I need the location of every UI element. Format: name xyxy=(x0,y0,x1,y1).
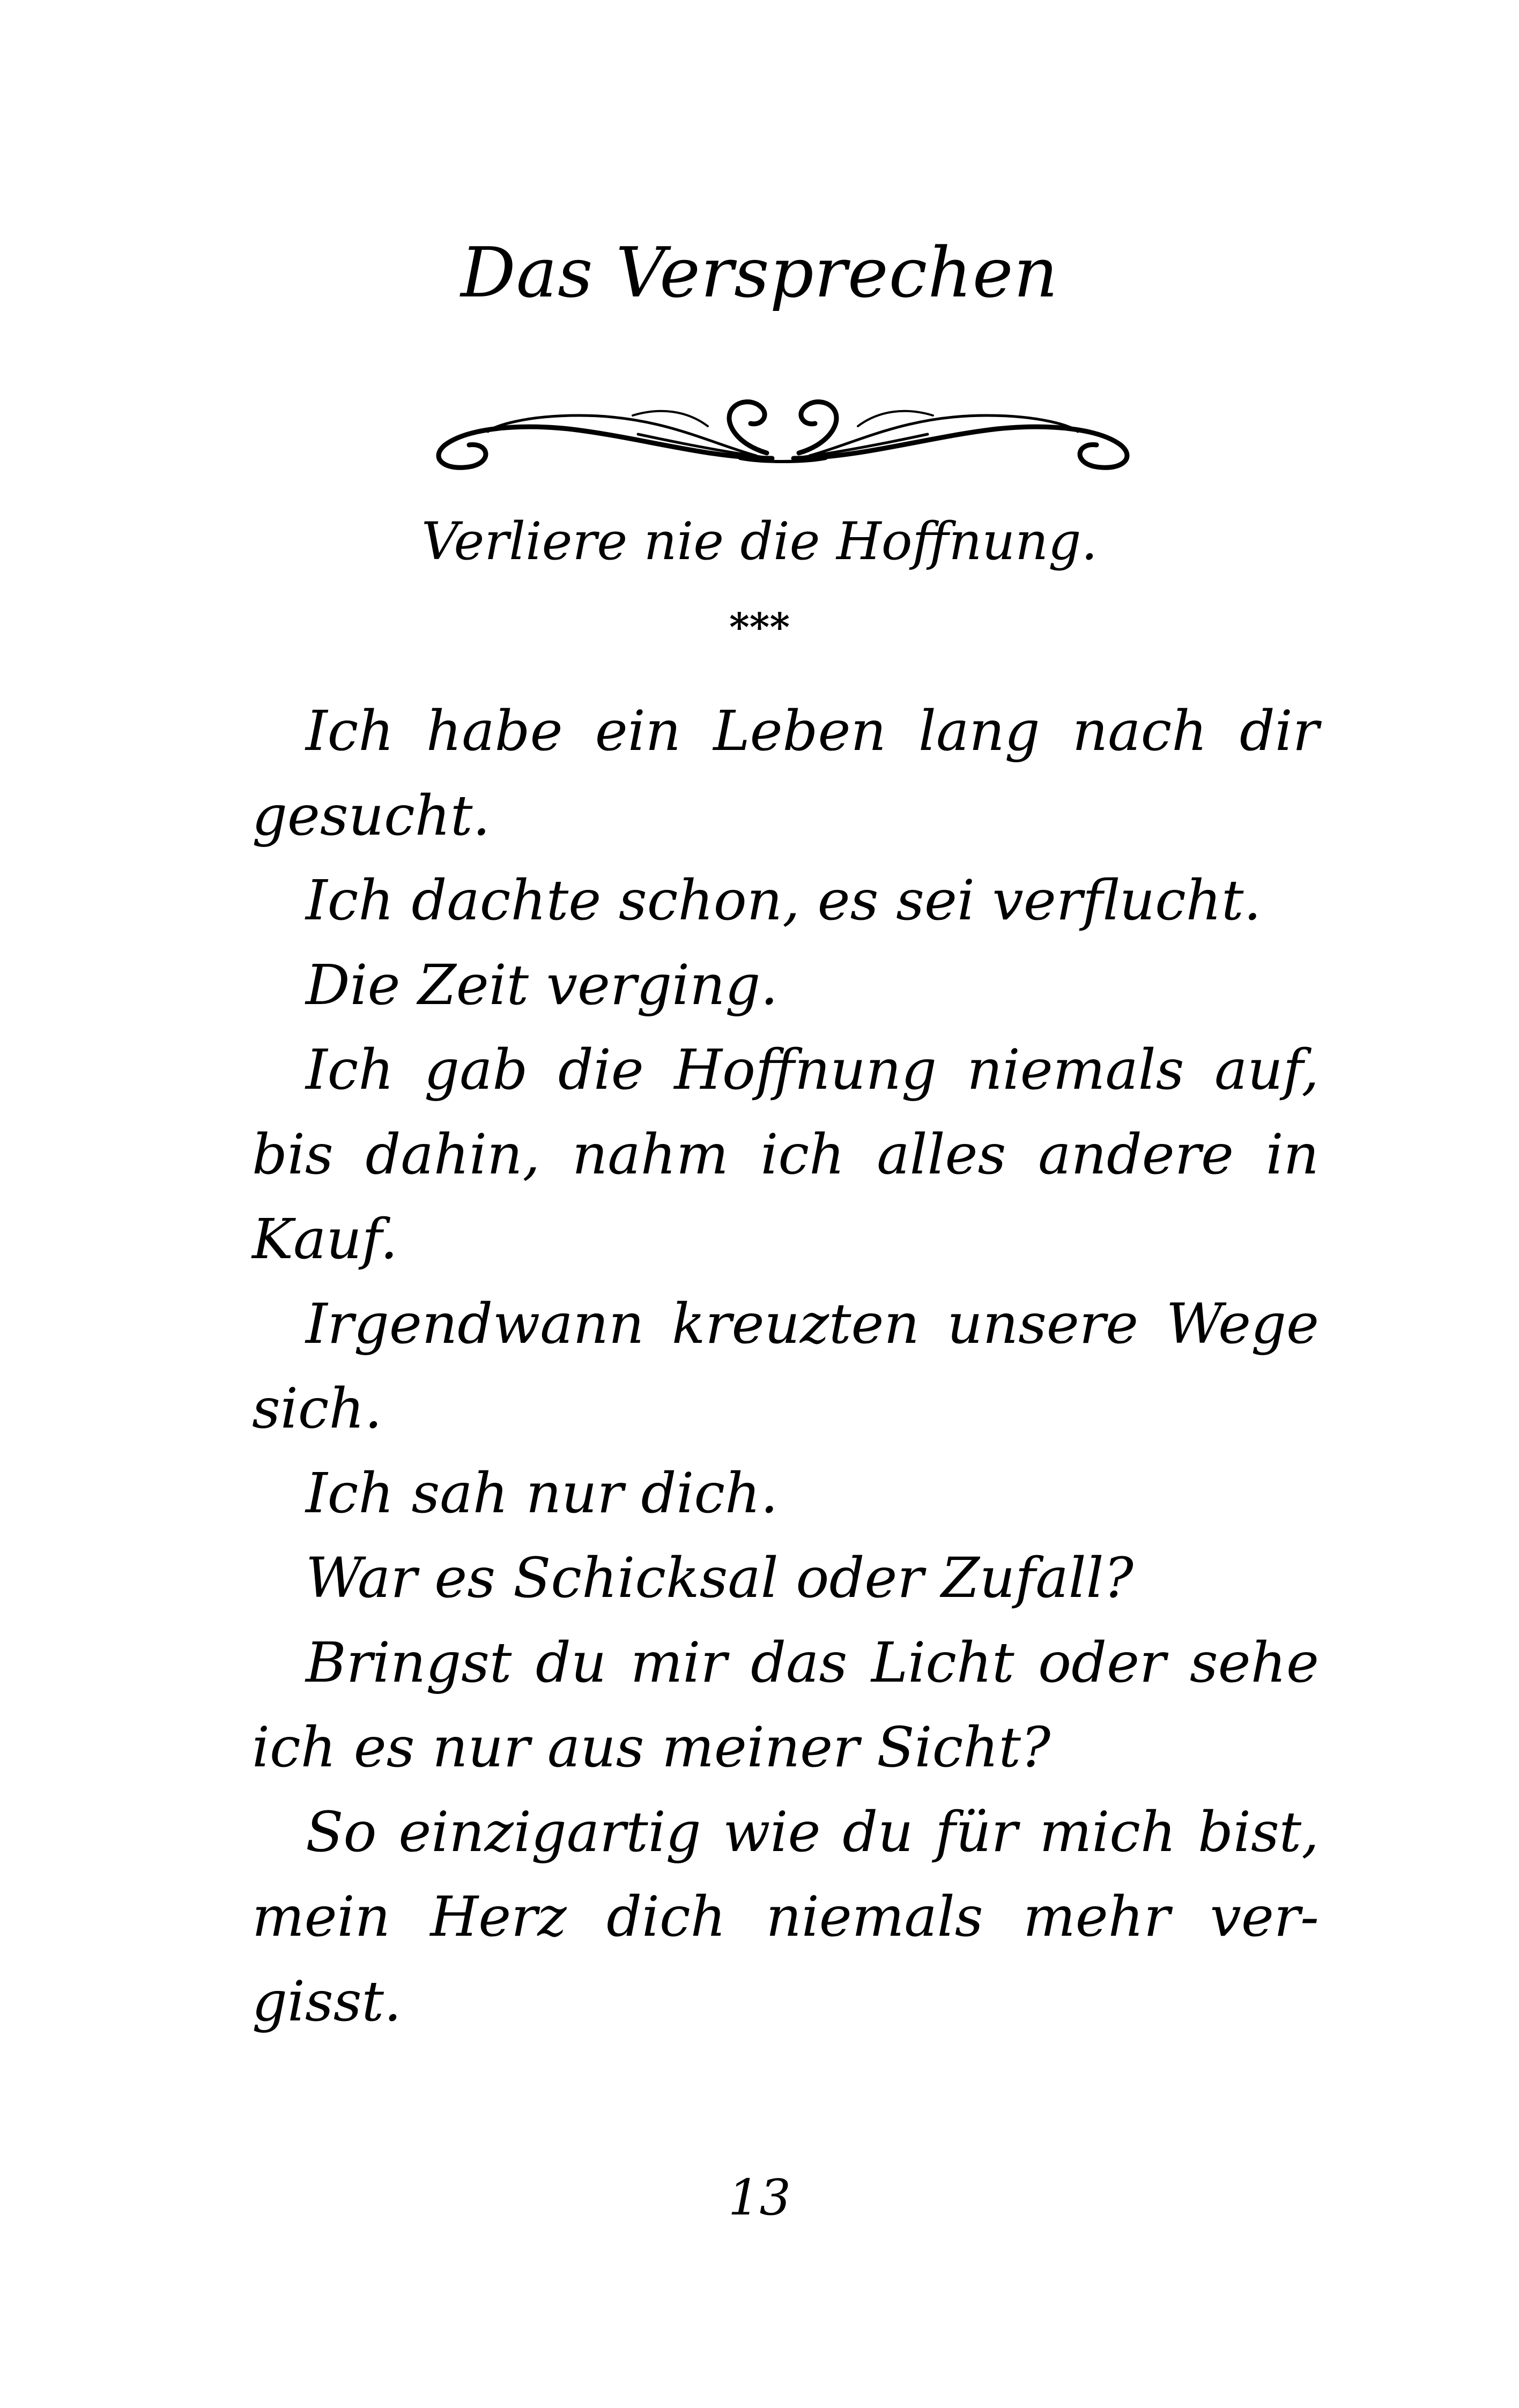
word: Irgendwann xyxy=(306,1292,644,1356)
poem-line xyxy=(252,689,1319,774)
word: dir xyxy=(1239,699,1319,763)
word: bis xyxy=(252,1123,334,1187)
word: Ich xyxy=(306,1038,394,1102)
word: nahm xyxy=(572,1123,729,1187)
word: für xyxy=(935,1800,1018,1864)
word: Bringst xyxy=(306,1631,512,1695)
poem-line: Ich dachte schon, es sei verflucht. xyxy=(306,868,1262,933)
word: Wege xyxy=(1166,1292,1319,1356)
poem-line: War es Schicksal oder Zufall? xyxy=(306,1546,1133,1610)
word: bist, xyxy=(1198,1800,1319,1864)
word: Licht xyxy=(871,1631,1014,1695)
word: die xyxy=(558,1038,644,1102)
word: ein xyxy=(595,699,681,763)
word: auf, xyxy=(1214,1038,1319,1102)
motto: Verliere nie die Hoffnung. xyxy=(421,511,1098,571)
poem-line xyxy=(252,1112,1319,1197)
poem-line xyxy=(252,1028,1319,1112)
word: alles xyxy=(877,1123,1006,1187)
section-separator: *** xyxy=(729,604,790,650)
word: So xyxy=(306,1800,377,1864)
word: niemals xyxy=(967,1038,1184,1102)
poem-line: Die Zeit verging. xyxy=(306,953,779,1017)
word: nach xyxy=(1072,699,1207,763)
word: ver- xyxy=(1210,1885,1319,1949)
word: niemals xyxy=(766,1885,983,1949)
word: in xyxy=(1265,1123,1319,1187)
poem-line: gisst. xyxy=(252,1969,402,2034)
word: mich xyxy=(1039,1800,1176,1864)
poem-line: Kauf. xyxy=(252,1207,398,1272)
word: Herz xyxy=(430,1885,567,1949)
poem-line xyxy=(252,1790,1319,1875)
word: kreuzten xyxy=(671,1292,920,1356)
chapter-title: Das Versprechen xyxy=(461,233,1058,313)
word: du xyxy=(535,1631,607,1695)
poem-line: ich es nur aus meiner Sicht? xyxy=(252,1715,1051,1780)
word: Leben xyxy=(713,699,886,763)
word: mehr xyxy=(1023,1885,1170,1949)
word: sehe xyxy=(1189,1631,1319,1695)
page-number: 13 xyxy=(728,2169,791,2226)
word: wie xyxy=(723,1800,821,1864)
word: lang xyxy=(918,699,1040,763)
word: andere xyxy=(1038,1123,1234,1187)
word: das xyxy=(751,1631,848,1695)
word: Hoffnung xyxy=(674,1038,937,1102)
word: du xyxy=(842,1800,914,1864)
poem-line xyxy=(252,1282,1319,1366)
word: habe xyxy=(426,699,563,763)
word: Ich xyxy=(306,699,394,763)
word: einzigartig xyxy=(398,1800,701,1864)
poem-line: gesucht. xyxy=(252,784,491,848)
word: dahin, xyxy=(365,1123,540,1187)
poem-line xyxy=(252,1621,1319,1705)
word: gab xyxy=(424,1038,528,1102)
poem-body xyxy=(252,689,1319,2044)
word: unsere xyxy=(947,1292,1139,1356)
poem-line: Ich sah nur dich. xyxy=(306,1461,779,1526)
word: oder xyxy=(1038,1631,1166,1695)
ornament-divider-icon xyxy=(407,378,1158,474)
word: ich xyxy=(760,1123,845,1187)
poem-line xyxy=(252,1875,1319,1959)
word: dich xyxy=(606,1885,727,1949)
word: mir xyxy=(630,1631,727,1695)
word: mein xyxy=(252,1885,390,1949)
poem-line: sich. xyxy=(252,1377,382,1441)
